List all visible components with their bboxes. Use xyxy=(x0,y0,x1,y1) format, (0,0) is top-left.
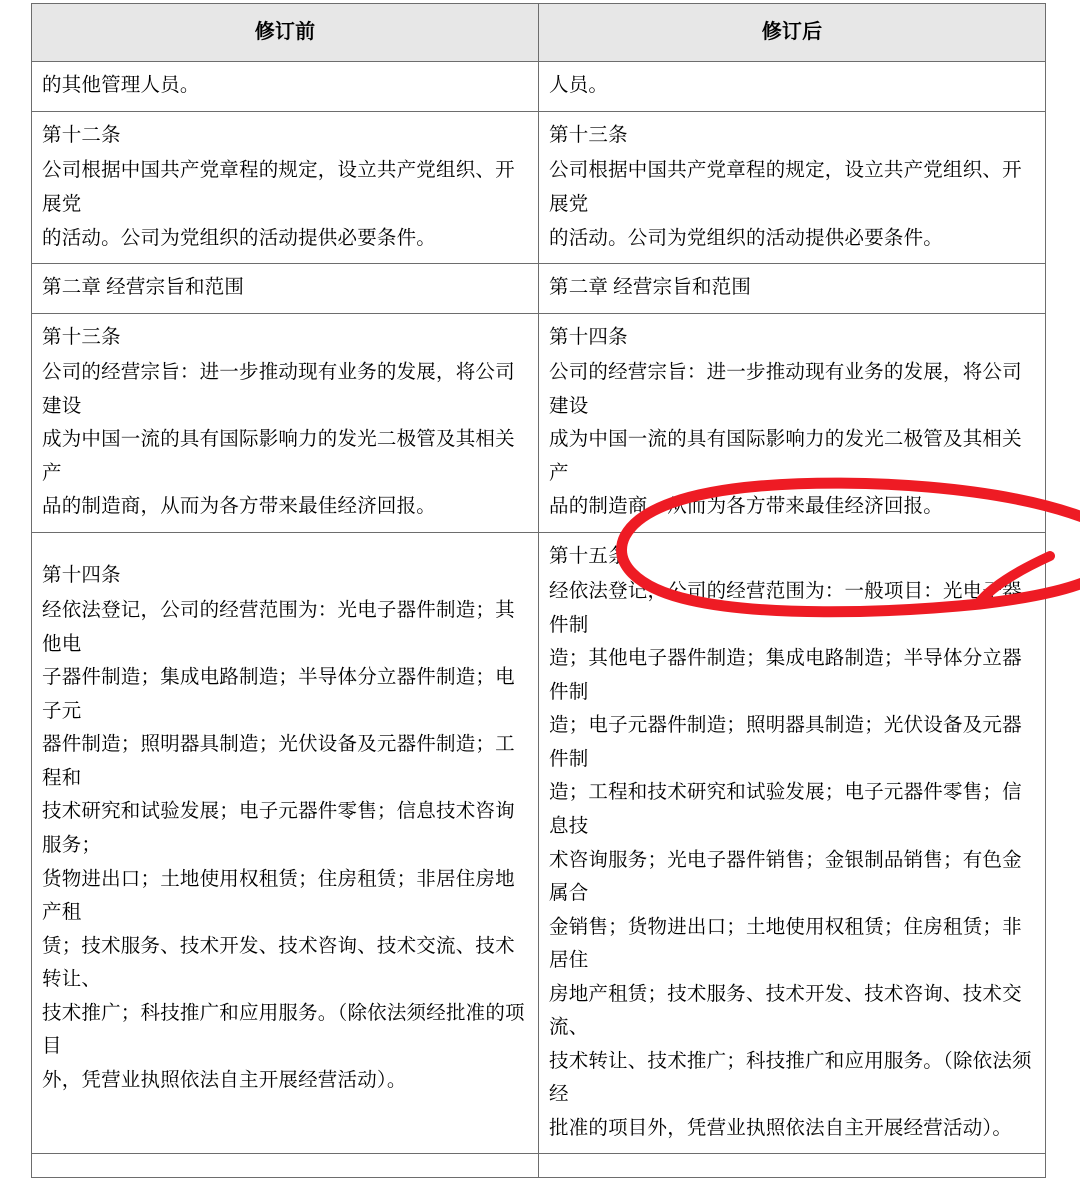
clause-number: 第十三条 xyxy=(42,326,121,348)
table-row xyxy=(32,1154,1046,1178)
paragraph-line: 的活动。公司为党组织的活动提供必要条件。 xyxy=(549,227,944,249)
cell-after xyxy=(539,313,1046,532)
revision-comparison-table xyxy=(31,3,1046,1178)
table-header-row xyxy=(32,4,1046,62)
cell-before xyxy=(32,111,539,263)
cell-before xyxy=(32,1154,539,1178)
paragraph-line: 公司的经营宗旨：进一步推动现有业务的发展，将公司建设 xyxy=(549,362,1022,417)
paragraph-line: 批准的项目外，凭营业执照依法自主开展经营活动）。 xyxy=(549,1117,1013,1139)
paragraph-line: 子器件制造；集成电路制造；半导体分立器件制造；电子元 xyxy=(42,667,515,722)
cell-before xyxy=(32,532,539,1154)
paragraph-line: 的活动。公司为党组织的活动提供必要条件。 xyxy=(42,227,437,249)
table-row xyxy=(32,264,1046,314)
paragraph-line: 公司的经营宗旨：进一步推动现有业务的发展，将公司建设 xyxy=(42,362,515,417)
paragraph-line: 技术转让、技术推广；科技推广和应用服务。（除依法须经 xyxy=(549,1050,1032,1106)
cell-after xyxy=(539,1154,1046,1178)
paragraph-line: 术咨询服务；光电子器件销售；金银制品销售；有色金属合 xyxy=(549,849,1022,905)
column-header-before: 修订前 xyxy=(32,4,539,62)
paragraph-line: 器件制造；照明器具制造；光伏设备及元器件制造；工程和 xyxy=(42,734,515,789)
section-heading: 第二章 经营宗旨和范围 xyxy=(549,277,752,299)
paragraph-line: 房地产租赁；技术服务、技术开发、技术咨询、技术交流、 xyxy=(549,983,1022,1039)
paragraph-line: 成为中国一流的具有国际影响力的发光二极管及其相关产 xyxy=(42,429,515,484)
paragraph-line: 金销售；货物进出口；土地使用权租赁；住房租赁；非居住 xyxy=(549,916,1022,972)
section-heading: 第二章 经营宗旨和范围 xyxy=(42,277,245,299)
paragraph-line: 经依法登记，公司的经营范围为：一般项目：光电子器件制 xyxy=(549,581,1022,636)
table-row xyxy=(32,313,1046,532)
cell-before xyxy=(32,313,539,532)
table-row xyxy=(32,111,1046,263)
paragraph-line: 造；工程和技术研究和试验发展；电子元器件零售；信息技 xyxy=(549,782,1022,838)
clause-number: 第十三条 xyxy=(549,124,628,146)
paragraph-line: 技术研究和试验发展；电子元器件零售；信息技术咨询服务； xyxy=(42,801,515,857)
paragraph-line: 技术推广；科技推广和应用服务。（除依法须经批准的项目 xyxy=(42,1002,525,1058)
cell-after xyxy=(539,264,1046,314)
clause-number: 第十四条 xyxy=(549,326,628,348)
paragraph-line: 公司根据中国共产党章程的规定，设立共产党组织、开展党 xyxy=(42,160,515,215)
paragraph-line: 公司根据中国共产党章程的规定，设立共产党组织、开展党 xyxy=(549,160,1022,215)
cell-before xyxy=(32,264,539,314)
paragraph-line: 货物进出口；土地使用权租赁；住房租赁；非居住房地产租 xyxy=(42,868,515,924)
cell-after xyxy=(539,111,1046,263)
clause-number: 第十五条 xyxy=(549,545,628,567)
paragraph-line: 赁；技术服务、技术开发、技术咨询、技术交流、技术转让、 xyxy=(42,935,515,991)
paragraph-line: 外，凭营业执照依法自主开展经营活动）。 xyxy=(42,1069,407,1091)
clause-number: 第十四条 xyxy=(42,564,121,586)
cell-after xyxy=(539,62,1046,112)
paragraph-line: 经依法登记，公司的经营范围为：光电子器件制造；其他电 xyxy=(42,600,515,655)
column-header-after: 修订后 xyxy=(539,4,1046,62)
paragraph-line: 的其他管理人员。 xyxy=(42,75,200,97)
paragraph-line: 品的制造商，从而为各方带来最佳经济回报。 xyxy=(42,496,437,518)
table-row xyxy=(32,532,1046,1154)
clause-number: 第十二条 xyxy=(42,124,121,146)
paragraph-line: 造；其他电子器件制造；集成电路制造；半导体分立器件制 xyxy=(549,648,1022,703)
paragraph-line: 品的制造商，从而为各方带来最佳经济回报。 xyxy=(549,496,944,518)
paragraph-line: 成为中国一流的具有国际影响力的发光二极管及其相关产 xyxy=(549,429,1022,484)
paragraph-line: 造；电子元器件制造；照明器具制造；光伏设备及元器件制 xyxy=(549,715,1022,770)
paragraph-line: 人员。 xyxy=(549,75,609,97)
table-row xyxy=(32,62,1046,112)
cell-before xyxy=(32,62,539,112)
cell-after xyxy=(539,532,1046,1154)
